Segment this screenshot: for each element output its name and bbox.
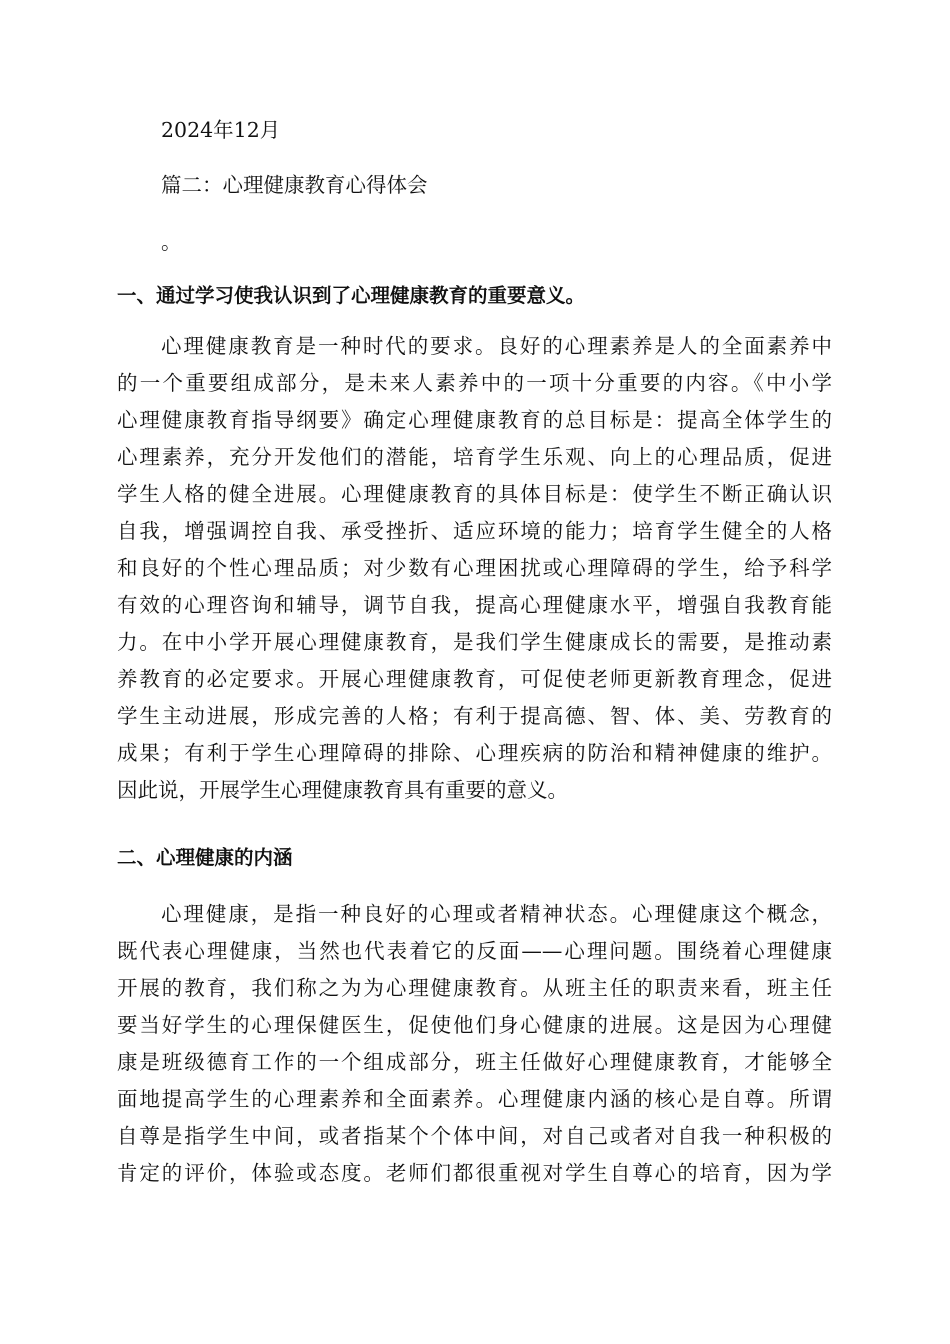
paragraph-line: 既代表心理健康，当然也代表着它的反面——心理问题。围绕着心理健康 [117,939,832,963]
paragraph-line: 肯定的评价，体验或态度。老师们都很重视对学生自尊心的培育，因为学 [117,1161,832,1185]
paragraph-line: 康是班级德育工作的一个组成部分，班主任做好心理健康教育，才能够全 [117,1050,832,1074]
paragraph-line: 心理健康教育是一种时代的要求。良好的心理素养是人的全面素养中 [161,334,832,358]
stray-punctuation: 。 [161,230,182,254]
paragraph-line: 要当好学生的心理保健医生，促使他们身心健康的进展。这是因为心理健 [117,1013,832,1037]
paragraph-line: 的一个重要组成部分，是未来人素养中的一项十分重要的内容。《中小学 [117,371,832,395]
paragraph-line: 自尊是指学生中间，或者指某个个体中间，对自己或者对自我一种积极的 [117,1124,832,1148]
paragraph-line: 有效的心理咨询和辅导，调节自我，提高心理健康水平，增强自我教育能 [117,593,832,617]
article-title: 篇二：心理健康教育心得体会 [161,173,428,197]
paragraph-line: 力。在中小学开展心理健康教育，是我们学生健康成长的需要，是推动素 [117,630,832,654]
paragraph-line: 养教育的必定要求。开展心理健康教育，可促使老师更新教育理念，促进 [117,667,832,691]
paragraph-line: 学生主动进展，形成完善的人格；有利于提高德、智、体、美、劳教育的 [117,704,832,728]
section-1-heading: 一、通过学习使我认识到了心理健康教育的重要意义。 [117,284,586,307]
paragraph-line: 心理健康，是指一种良好的心理或者精神状态。心理健康这个概念， [161,902,832,926]
paragraph-line: 自我，增强调控自我、承受挫折、适应环境的能力；培育学生健全的人格 [117,519,832,543]
paragraph-line: 成果；有利于学生心理障碍的排除、心理疾病的防治和精神健康的维护。 [117,741,832,765]
paragraph-line: 和良好的个性心理品质；对少数有心理困扰或心理障碍的学生，给予科学 [117,556,832,580]
paragraph-line: 因此说，开展学生心理健康教育具有重要的意义。 [117,778,568,802]
paragraph-line: 心理健康教育指导纲要》确定心理健康教育的总目标是：提高全体学生的 [117,408,832,432]
section-2-heading: 二、心理健康的内涵 [117,846,293,869]
paragraph-line: 学生人格的健全进展。心理健康教育的具体目标是：使学生不断正确认识 [117,482,832,506]
document-date: 2024年12月 [161,118,281,142]
paragraph-line: 面地提高学生的心理素养和全面素养。心理健康内涵的核心是自尊。所谓 [117,1087,832,1111]
paragraph-line: 开展的教育，我们称之为为心理健康教育。从班主任的职责来看，班主任 [117,976,832,1000]
paragraph-line: 心理素养，充分开发他们的潜能，培育学生乐观、向上的心理品质，促进 [117,445,832,469]
